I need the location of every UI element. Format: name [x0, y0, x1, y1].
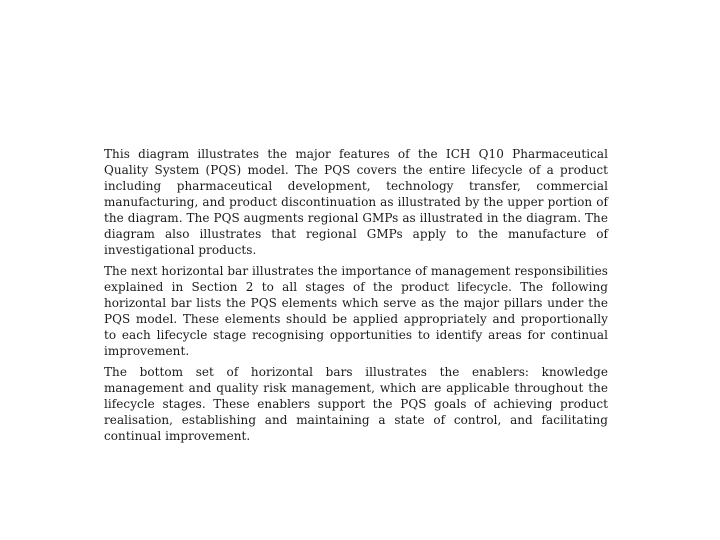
document-body: [104, 146, 608, 449]
paragraph-pqs-overview: This diagram illustrates the major features of the ICH Q10 Pharmaceutical Quality System (PQS) model. The PQS covers the entire lifecycle of a product including pharmaceutical development, technology transfer, commercial manufacturing, and product discontinuation as illustrated by the upper portion of the diagram. The PQS augments regional GMPs as illustrated in the diagram. The diagram also illustrates that regional GMPs apply to the manufacture of investigational products.: [104, 147, 608, 257]
paragraph-management-responsibilities: The next horizontal bar illustrates the importance of management responsibilities explained in Section 2 to all stages of the product lifecycle. The following horizontal bar lists the PQS elements which serve as the major pillars under the PQS model. These elements should be applied appropriately and proportionally to each lifecycle stage recognising opportunities to identify areas for continual improvement.: [104, 264, 608, 358]
paragraph-enablers: The bottom set of horizontal bars illustrates the enablers: knowledge management and quality risk management, which are applicable throughout the lifecycle stages. These enablers support the PQS goals of achieving product realisation, establishing and maintaining a state of control, and facilitating continual improvement.: [104, 365, 608, 443]
